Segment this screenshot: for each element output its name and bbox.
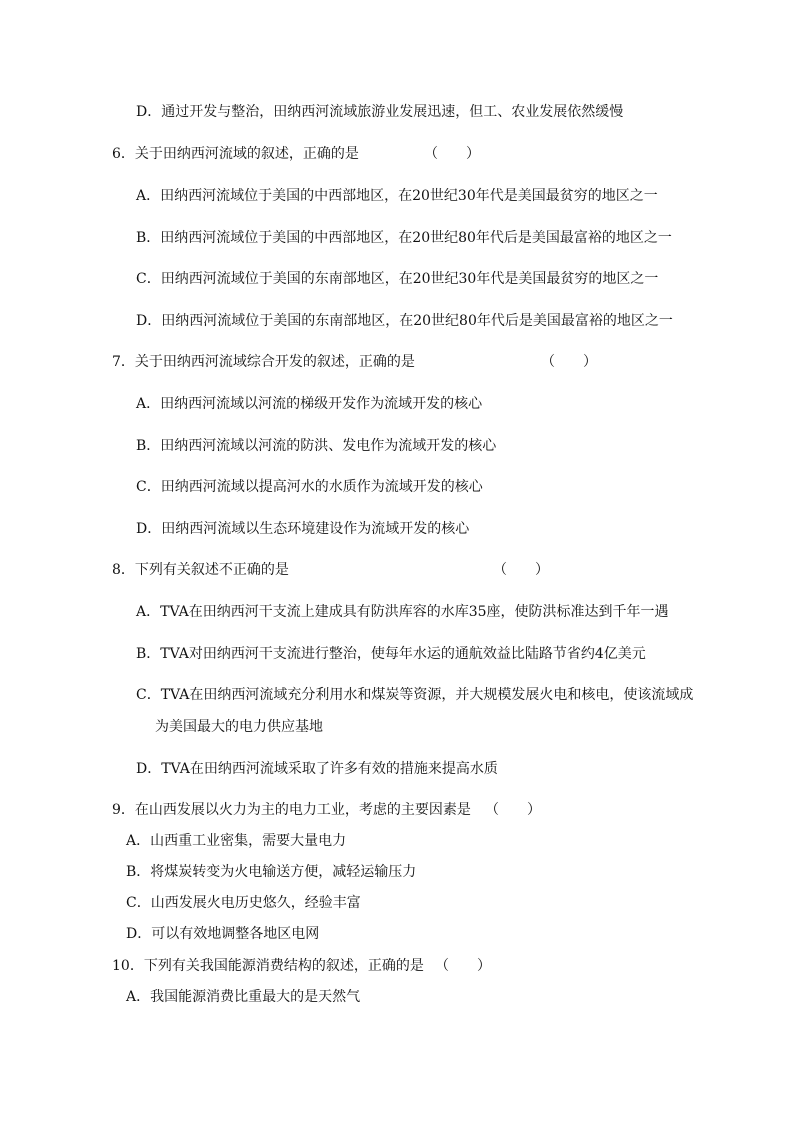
q7-option-c: C．田纳西河流域以提高河水的水质作为流域开发的核心 [136, 479, 483, 495]
question-7-stem: 7．关于田纳西河流域综合开发的叙述，正确的是 [112, 354, 415, 370]
question-9-stem: 9．在山西发展以火力为主的电力工业，考虑的主要因素是 [112, 802, 471, 818]
question-8-stem: 8．下列有关叙述不正确的是 [112, 562, 289, 578]
q7-option-a: A．田纳西河流域以河流的梯级开发作为流域开发的核心 [136, 396, 483, 412]
q8-option-a: A．TVA在田纳西河干支流上建成具有防洪库容的水库35座，使防洪标准达到千年一遇 [136, 604, 669, 620]
question-7-answer-blank: （ ） [541, 354, 597, 370]
question-10-answer-blank: （ ） [435, 958, 491, 974]
q10-option-a: A．我国能源消费比重最大的是天然气 [126, 989, 361, 1005]
q9-option-a: A．山西重工业密集，需要大量电力 [126, 833, 347, 849]
q5-option-d: D．通过开发与整治，田纳西河流域旅游业发展迅速，但工、农业发展依然缓慢 [136, 104, 624, 120]
q7-option-d: D．田纳西河流域以生态环境建设作为流域开发的核心 [136, 521, 470, 537]
q6-option-d: D．田纳西河流域位于美国的东南部地区，在20世纪80年代后是美国最富裕的地区之一 [136, 313, 673, 329]
q8-option-c: C．TVA在田纳西河流域充分利用水和煤炭等资源，并大规模发展火电和核电，使该流域成 [136, 687, 694, 703]
q6-option-a: A．田纳西河流域位于美国的中西部地区，在20世纪30年代是美国最贫穷的地区之一 [136, 188, 658, 204]
question-8-answer-blank: （ ） [493, 562, 549, 578]
q6-option-c: C．田纳西河流域位于美国的东南部地区，在20世纪30年代是美国最贫穷的地区之一 [136, 271, 659, 287]
q9-option-b: B．将煤炭转变为火电输送方便，减轻运输压力 [126, 864, 417, 880]
question-6-stem: 6．关于田纳西河流域的叙述，正确的是 [112, 146, 359, 162]
q8-option-b: B．TVA对田纳西河干支流进行整治，使每年水运的通航效益比陆路节省约4亿美元 [136, 646, 646, 662]
question-10-stem: 10．下列有关我国能源消费结构的叙述，正确的是 [112, 958, 424, 974]
q7-option-b: B．田纳西河流域以河流的防洪、发电作为流域开发的核心 [136, 438, 497, 454]
question-6-answer-blank: （ ） [424, 146, 480, 162]
q9-option-d: D．可以有效地调整各地区电网 [126, 926, 320, 942]
q6-option-b: B．田纳西河流域位于美国的中西部地区，在20世纪80年代后是美国最富裕的地区之一 [136, 230, 672, 246]
q9-option-c: C．山西发展火电历史悠久，经验丰富 [126, 895, 361, 911]
question-9-answer-blank: （ ） [485, 802, 541, 818]
q8-option-c-continued: 为美国最大的电力供应基地 [155, 719, 323, 735]
q8-option-d: D．TVA在田纳西河流域采取了许多有效的措施来提高水质 [136, 761, 498, 777]
